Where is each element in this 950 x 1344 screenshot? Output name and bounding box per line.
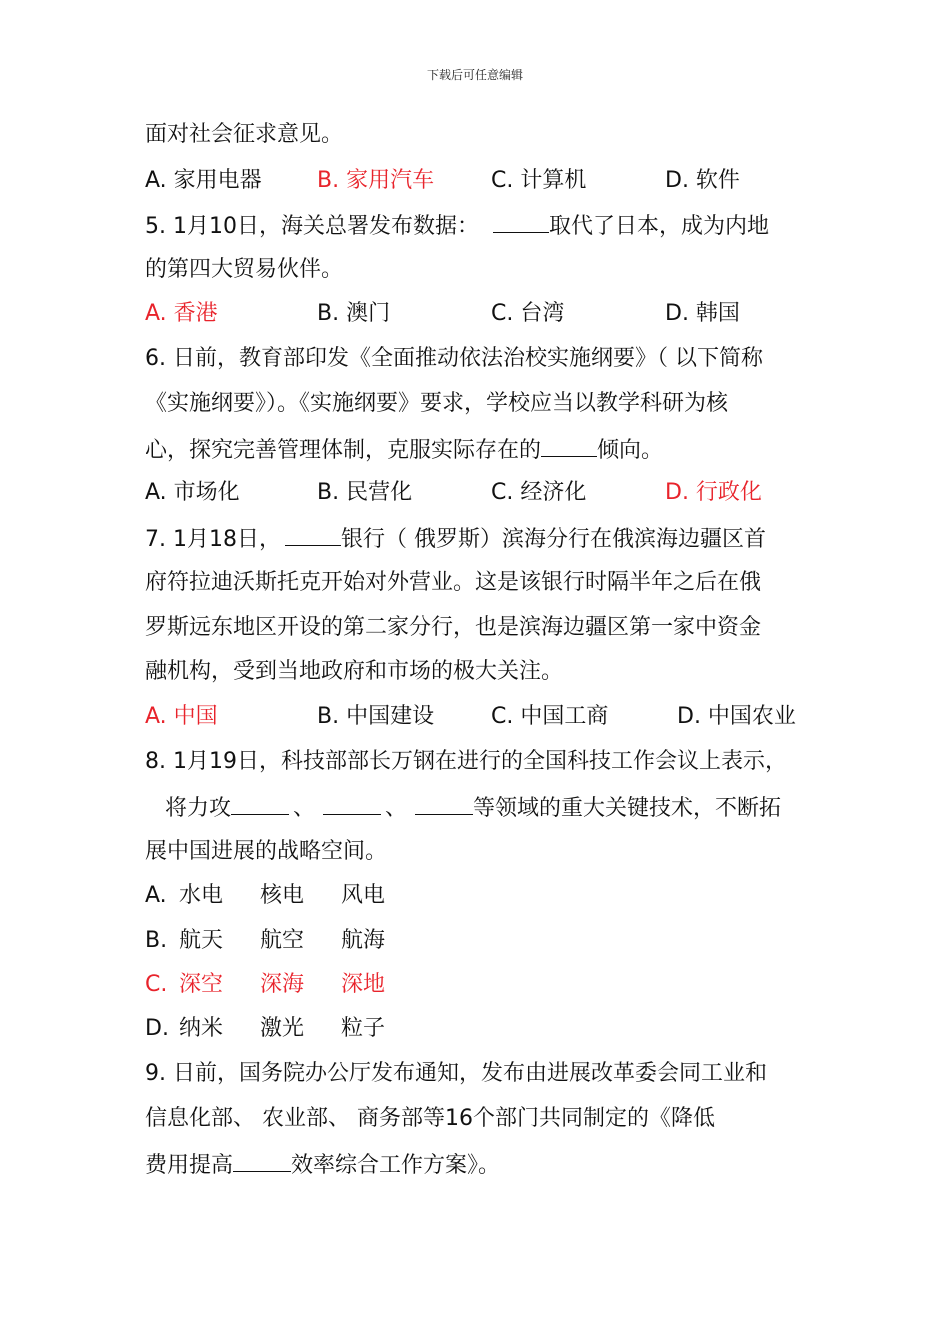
question-text: 5. 1月10日，海关总署发布数据： [145,214,479,239]
text-line: 罗斯远东地区开设的第二家分行，也是滨海边疆区第一家中资金 [145,615,762,640]
option-item: 深空 [179,972,224,997]
blank [231,792,289,815]
question-text: 心，探究完善管理体制，克服实际存在的 [145,438,542,463]
option-b: B. 民营化 [317,480,413,505]
option-b-answer: B. 家用汽车 [317,168,435,193]
text-line: 《实施纲要》）。《实施纲要》要求，学校应当以教学科研为核 [145,391,729,416]
option-d: D. 软件 [665,168,740,193]
option-d-answer: D. 行政化 [665,480,762,505]
option-item: 风电 [341,883,386,908]
option-d: D. 韩国 [665,301,740,326]
q5-options [145,299,845,329]
option-item: 核电 [260,883,305,908]
option-c: C. 中国工商 [491,704,609,729]
option-d: D. 中国农业 [677,704,796,729]
q8-option-a [145,881,545,911]
option-item: 纳米 [179,1016,224,1041]
option-b: B. 澳门 [317,301,391,326]
question-5-line-1 [145,210,769,242]
q8-option-c-answer [145,970,545,1000]
option-label: B. [145,928,168,953]
question-text: 银行（ 俄罗斯）滨海分行在俄滨海边疆区首 [340,527,766,552]
text-line: 信息化部、 农业部、 商务部等16个部门共同制定的《降低 [145,1106,715,1131]
q7-options [145,702,845,732]
option-label: C. [145,972,168,997]
text-line: 9. 日前，国务院办公厅发布通知，发布由进展改革委会同工业和 [145,1061,767,1086]
blank [493,210,549,233]
separator: 、 [385,796,408,821]
page-header: 下载后可任意编辑 [426,68,523,82]
question-text: 费用提高 [145,1153,234,1178]
text-line: 8. 1月19日，科技部部长万钢在进行的全国科技工作会议上表示， [145,749,787,774]
q8-option-d [145,1014,545,1044]
option-b: B. 中国建设 [317,704,435,729]
question-8-line-2 [165,792,781,824]
question-9-line-3 [145,1149,500,1181]
question-text: 倾向。 [597,438,664,463]
question-text: 效率综合工作方案》。 [291,1153,501,1178]
option-item: 航空 [260,928,305,953]
option-a-answer: A. 中国 [145,704,218,729]
question-7-line-1 [145,523,766,555]
question-text: 取代了日本，成为内地 [548,214,769,239]
question-text: 将力攻 [165,796,232,821]
option-a: A. 家用电器 [145,168,262,193]
question-6-line-3 [145,434,663,466]
text-line: 6. 日前，教育部印发《全面推动依法治校实施纲要》（ 以下简称 [145,346,763,371]
blank [323,792,381,815]
option-item: 激光 [260,1016,305,1041]
question-text: 7. 1月18日， [145,527,281,552]
option-c: C. 经济化 [491,480,587,505]
option-item: 深海 [260,972,305,997]
option-label: D. [145,1016,169,1041]
blank [541,434,597,457]
option-item: 深地 [341,972,386,997]
text-line: 府符拉迪沃斯托克开始对外营业。这是该银行时隔半年之后在俄 [145,570,762,595]
blank [415,792,473,815]
option-a-answer: A. 香港 [145,301,218,326]
q4-options [145,166,845,196]
option-item: 航海 [341,928,386,953]
separator: 、 [293,796,316,821]
text-line: 融机构，受到当地政府和市场的极大关注。 [145,659,564,684]
text-line: 展中国进展的战略空间。 [145,839,388,864]
option-item: 航天 [179,928,224,953]
blank [233,1149,291,1172]
q8-option-b [145,926,545,956]
option-c: C. 台湾 [491,301,565,326]
text-line: 的第四大贸易伙伴。 [145,257,344,282]
option-label: A. [145,883,167,908]
text-line: 面对社会征求意见。 [145,122,344,147]
option-item: 粒子 [341,1016,386,1041]
option-c: C. 计算机 [491,168,587,193]
blank [285,523,341,546]
option-item: 水电 [179,883,224,908]
option-a: A. 市场化 [145,480,240,505]
question-text: 等领域的重大关键技术，不断拓 [473,796,782,821]
q6-options [145,478,845,508]
